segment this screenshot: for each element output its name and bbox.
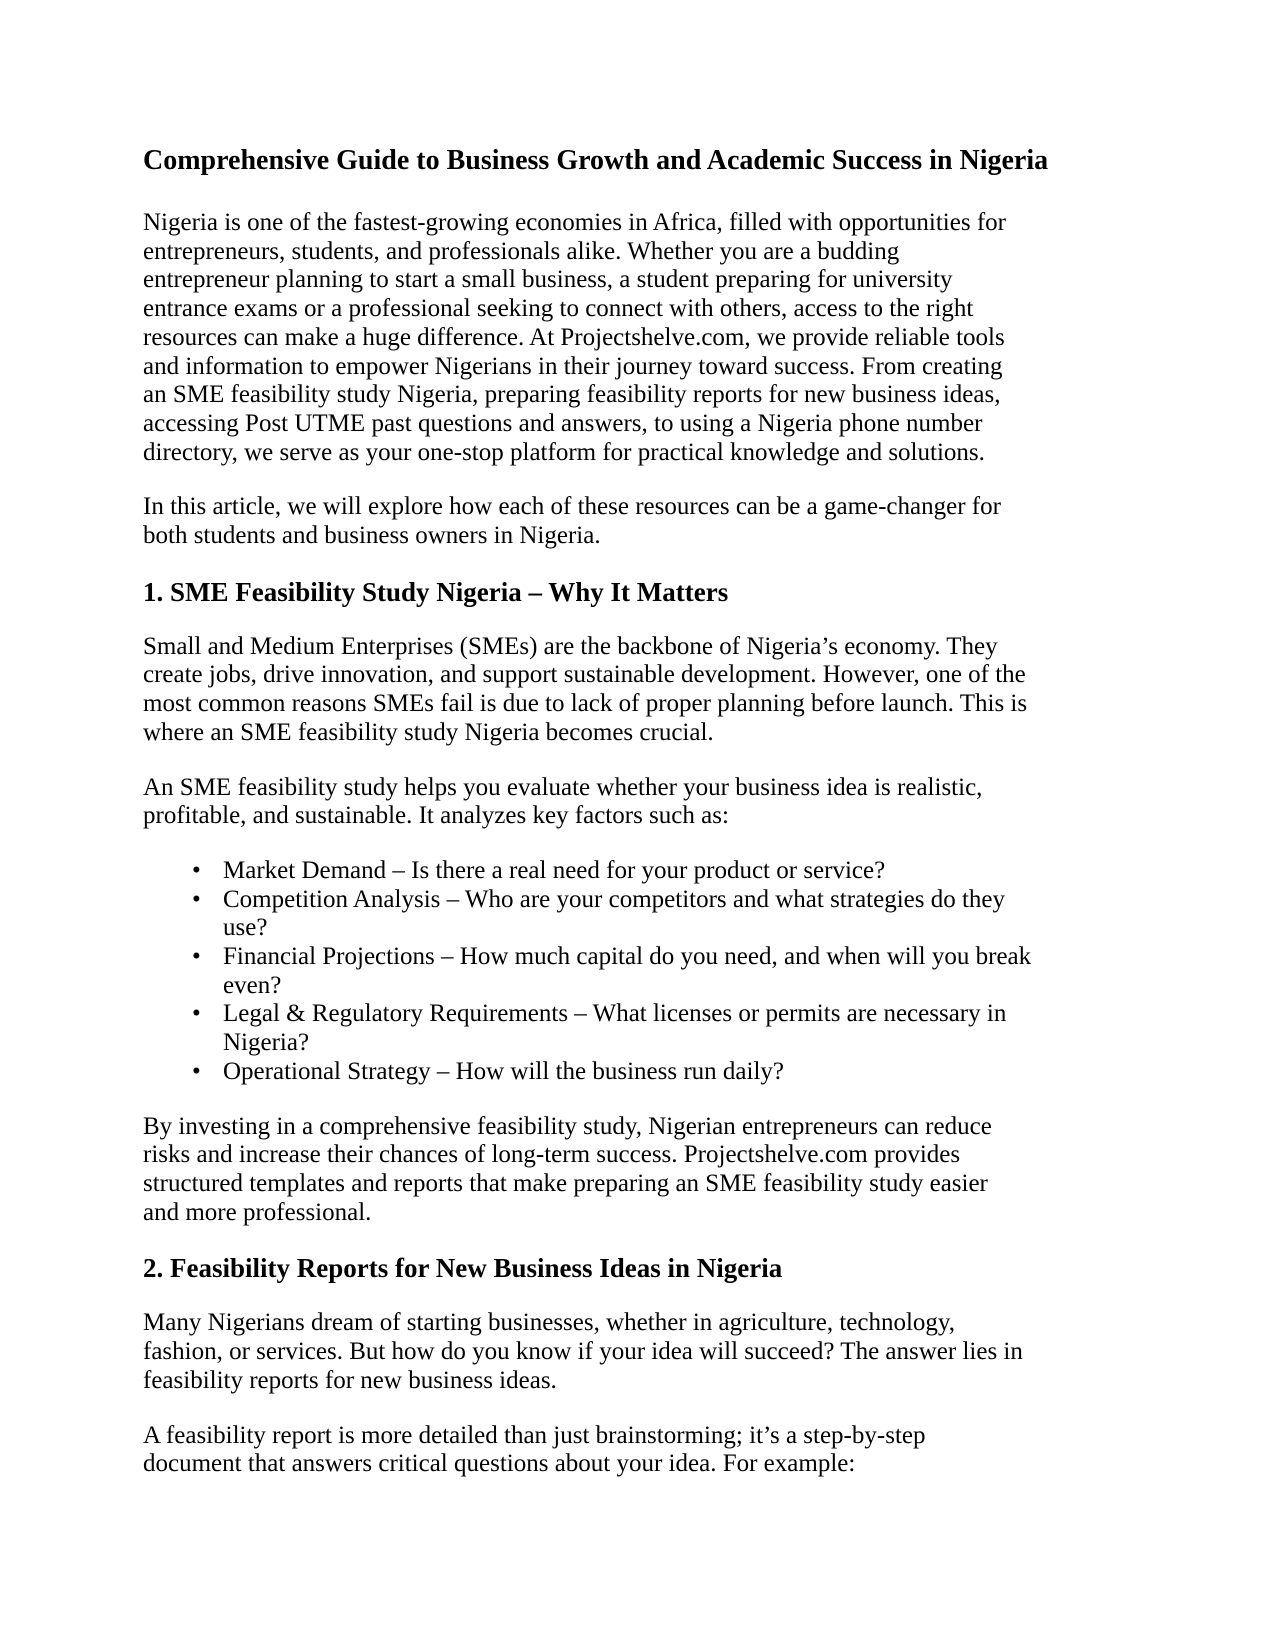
paragraph: Small and Medium Enterprises (SMEs) are the backbone of Nigeria’s economy. They create jobs, drive innovation, and support sustainable development. However, one of the most common reasons SMEs fail is due to lack of proper planning before launch. This is where an SME feasibility study Nigeria becomes crucial. [143, 632, 1028, 746]
section-heading: 1. SME Feasibility Study Nigeria – Why It Matters [143, 576, 729, 607]
bullet-list [143, 857, 1135, 1087]
bullet-item: • Operational Strategy – How will the business run daily? [223, 1058, 1135, 1087]
bullet-item: • Competition Analysis – Who are your competitors and what strategies do they use? [223, 886, 1135, 943]
document-title: Comprehensive Guide to Business Growth and Academic Success in Nigeria [143, 145, 1049, 176]
paragraph: Nigeria is one of the fastest-growing economies in Africa, filled with opportunities for entrepreneurs, students, and professionals alike. Whether you are a budding entrepreneur planning to start a small business, a student preparing for university entrance exams or a professional seeking to connect with others, access to the right resources can make a huge difference. At Projectshelve.com, we provide reliable tools and information to empower Nigerians in their journey toward success. From creating an SME feasibility study Nigeria, preparing feasibility reports for new business ideas, accessing Post UTME past questions and answers, to using a Nigeria phone number directory, we serve as your one-stop platform for practical knowledge and solutions. [143, 209, 1006, 466]
paragraph: A feasibility report is more detailed than just brainstorming; it’s a step-by-step document that answers critical questions about your idea. For example: [143, 1421, 926, 1478]
section-heading: 2. Feasibility Reports for New Business Ideas in Nigeria [143, 1253, 783, 1284]
paragraph: In this article, we will explore how each of these resources can be a game-changer for both students and business owners in Nigeria. [143, 493, 1001, 550]
paragraph: An SME feasibility study helps you evaluate whether your business idea is realistic, profitable, and sustainable. It analyzes key factors such as: [143, 773, 983, 830]
bullet-item: • Legal & Regulatory Requirements – What licenses or permits are necessary in Nigeria? [223, 1000, 1135, 1057]
bullet-item: • Financial Projections – How much capital do you need, and when will you break even? [223, 943, 1135, 1000]
bullet-item: • Market Demand – Is there a real need for your product or service? [223, 857, 1135, 886]
paragraph: Many Nigerians dream of starting businesses, whether in agriculture, technology, fashion, or services. But how do you know if your idea will succeed? The answer lies in feasibility reports for new business ideas. [143, 1309, 1023, 1394]
document-body [143, 209, 1135, 1479]
paragraph: By investing in a comprehensive feasibility study, Nigerian entrepreneurs can reduce risks and increase their chances of long-term success. Projectshelve.com provides structured templates and reports that make preparing an SME feasibility study easier and more professional. [143, 1112, 992, 1226]
